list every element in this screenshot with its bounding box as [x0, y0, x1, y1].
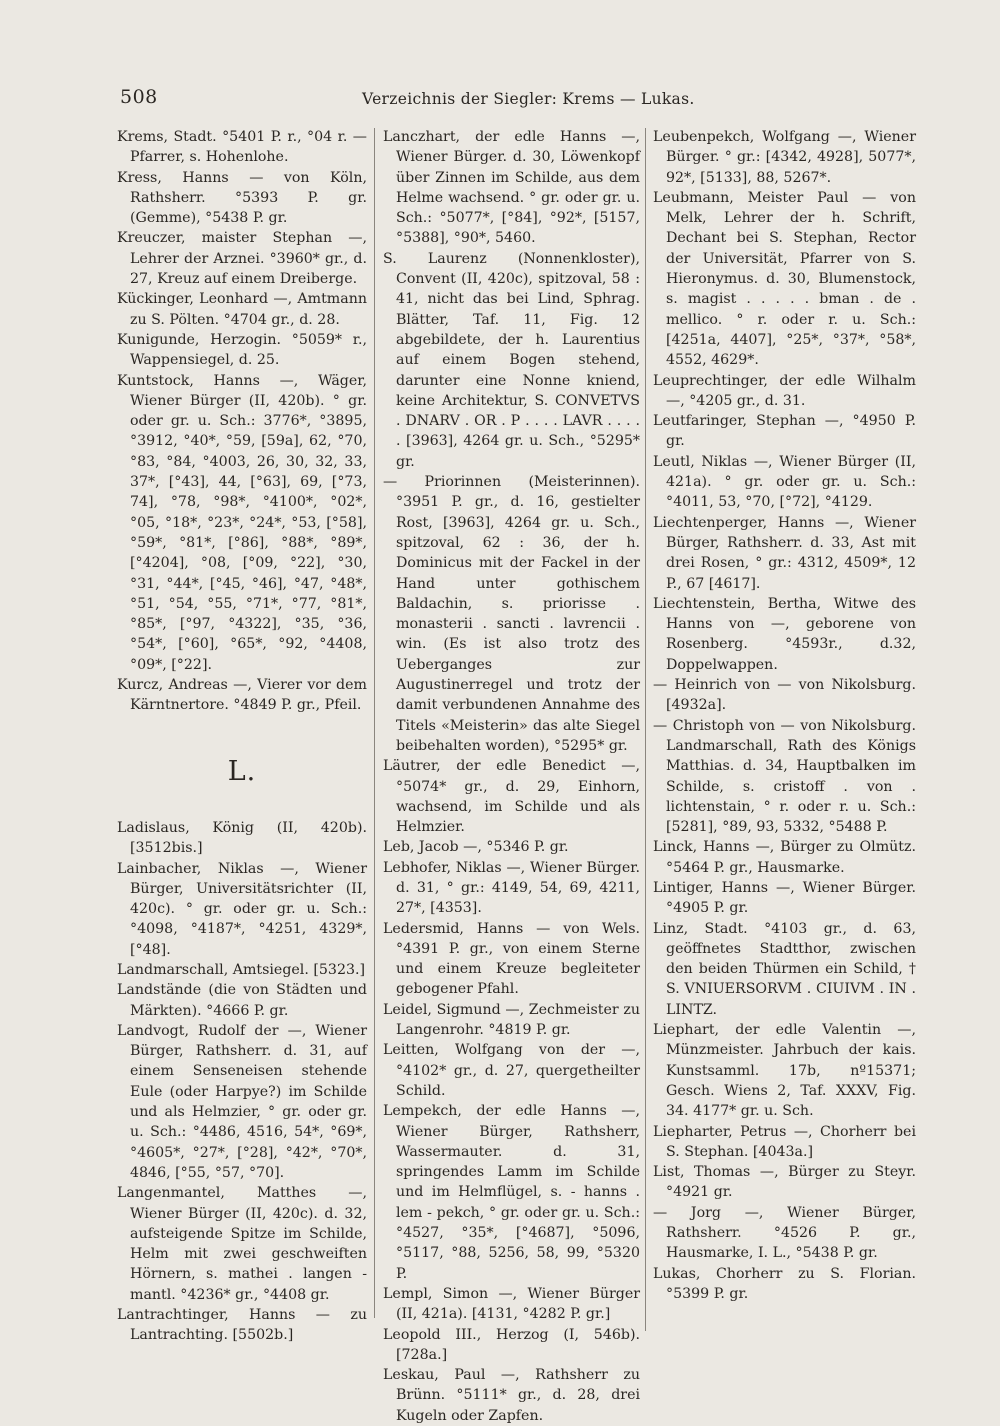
index-entry: Ledersmid, Hanns — von Wels. °4391 P. gr., von einem Sterne und einem Kreuze begleiteter gebogener Pfahl.	[383, 920, 640, 998]
index-entry: S. Laurenz (Nonnenkloster), Convent (II, 420c), spitzoval, 58 : 41, nicht das bei Lind, Sphrag. Blätter, Taf. 11, Fig. 12 abgebildete, der h. Laurentius auf einem Bogen stehend, darunter eine Nonne kniend, keine Architektur, S. CONVETVS . DNARV . OR . P . . . . LAVR . . . . . [3963], 4264 gr. u. Sch., °5295* gr.	[383, 250, 640, 470]
index-entry: Leopold III., Herzog (I, 546b). [728a.]	[383, 1326, 640, 1363]
column-right	[653, 127, 916, 1304]
index-entry: Ladislaus, König (II, 420b). [3512bis.]	[117, 819, 367, 857]
index-entry: List, Thomas —, Bürger zu Steyr. °4921 gr.	[653, 1164, 916, 1201]
index-entry: Krems, Stadt. °5401 P. r., °04 r. — Pfarrer, s. Hohenlohe.	[117, 129, 367, 166]
running-head: Verzeichnis der Siegler: Krems — Lukas.	[362, 90, 695, 108]
index-entry: Kückinger, Leonhard —, Amtmann zu S. Pölten. °4704 gr., d. 28.	[117, 291, 367, 328]
index-entry: Leubenpekch, Wolfgang —, Wiener Bürger. ° gr.: [4342, 4928], 5077*, 92*, [5133], 88, 5267*.	[653, 129, 916, 186]
index-entry: Liephart, der edle Valentin —, Münzmeister. Jahrbuch der kais. Kunstsamml. 17b, nº15371; Gesch. Wiens 2, Taf. XXXV, Fig. 34. 4177* gr. u. Sch.	[653, 1022, 916, 1120]
column-middle	[383, 127, 640, 1426]
index-entry: Landstände (die von Städten und Märkten). °4666 P. gr.	[117, 982, 367, 1019]
index-entry: Lempekch, der edle Hanns —, Wiener Bürger, Rathsherr, Wassermauter. d. 31, springendes Lamm im Schilde und im Helmflügel, s. - hanns . lem - pekch, ° gr. oder gr. u. Sch.: °4527, °35*, [°4687], °5096, °5117, °88, 5256, 58, 99, °5320 P.	[383, 1103, 640, 1282]
index-entry: — Heinrich von — von Nikolsburg. [4932a].	[653, 677, 916, 714]
index-entry: Lukas, Chorherr zu S. Florian. °5399 P. gr.	[653, 1265, 916, 1302]
index-entry: Leskau, Paul —, Rathsherr zu Brünn. °5111* gr., d. 28, drei Kugeln oder Zapfen.	[383, 1367, 640, 1424]
column-divider-2	[645, 128, 646, 1331]
index-entry: Langenmantel, Matthes —, Wiener Bürger (II, 420c). d. 32, aufsteigende Spitze im Schilde, Helm mit zwei geschweiften Hörnern, s. mathei . langen - mantl. °4236* gr., °4408 gr.	[117, 1185, 367, 1303]
index-entry: Kreuczer, maister Stephan —, Lehrer der Arznei. °3960* gr., d. 27, Kreuz auf einem Dreiberge.	[117, 230, 367, 288]
index-entry: Kurcz, Andreas —, Vierer vor dem Kärntnertore. °4849 P. gr., Pfeil.	[117, 677, 367, 714]
index-entry: Liechtenstein, Bertha, Witwe des Hanns von —, geborene von Rosenberg. °4593r., d.32, Doppelwappen.	[653, 595, 916, 673]
index-entry: Kuntstock, Hanns —, Wäger, Wiener Bürger (II, 420b). ° gr. oder gr. u. Sch.: 3776*, °3895, °3912, °40*, °59, [59a], 62, °70, °83, °84, °4003, 26, 30, 32, 33, 37*, [°43], 44, [°63], 69, [°73, 74], °78, °98*, °4100*, °02*, °05, °18*, °23*, °24*, °53, [°58], °59*, °81*, [°86], °88*, °89*, [°4204], °08, [°09, °22], °30, °31, °44*, [°45, °46], °47, °48*, °51, °54, °55, °71*, °77, °81*, °85*, [°97, °4322], °35, °36, °54*, [°60], °65*, °92, °4408, °09*, [°22].	[117, 372, 367, 673]
index-entry: Liepharter, Petrus —, Chorherr bei S. Stephan. [4043a.]	[653, 1123, 916, 1160]
index-entry: Leuprechtinger, der edle Wilhalm —, °4205 gr., d. 31.	[653, 372, 916, 409]
index-entry: Leutl, Niklas —, Wiener Bürger (II, 421a). ° gr. oder gr. u. Sch.: °4011, 53, °70, [°72], °4129.	[653, 453, 916, 511]
index-entry: — Priorinnen (Meisterinnen). °3951 P. gr., d. 16, gestielter Rost, [3963], 4264 gr. u. Sch., spitzoval, 62 : 36, der h. Dominicus mit der Fackel in der Hand unter gothischem Baldachin, s. priorisse . monasterii . sancti . lavrencii . win. (Es ist also trotz des Ueberganges zur Augustinerregel und trotz der damit verbundenen Annahme des Titels «Meisterin» das alte Siegel beibehalten worden), °5295* gr.	[383, 474, 640, 754]
index-entry: — Christoph von — von Nikolsburg. Landmarschall, Rath des Königs Matthias. d. 34, Hauptbalken im Schilde, s. cristoff . von . lichtenstain, ° r. oder r. u. Sch.: [5281], °89, 93, 5332, °5488 P.	[653, 717, 916, 836]
index-entry: Lempl, Simon —, Wiener Bürger (II, 421a). [4131, °4282 P. gr.]	[383, 1285, 640, 1323]
index-entry: Lebhofer, Niklas —, Wiener Bürger. d. 31, ° gr.: 4149, 54, 69, 4211, 27*, [4353].	[383, 859, 640, 917]
index-entry: Leubmann, Meister Paul — von Melk, Lehrer der h. Schrift, Dechant bei S. Stephan, Rector der Universität, Pfarrer von S. Hieronymus. d. 30, Blumenstock, s. magist . . . . . bman . de . mellico. ° r. oder r. u. Sch.: [4251a, 4407], °25*, °37*, °58*, 4552, 4629*.	[653, 189, 916, 369]
index-entry: Lanczhart, der edle Hanns —, Wiener Bürger. d. 30, Löwenkopf über Zinnen im Schilde, aus dem Helme wachsend. ° gr. oder gr. u. Sch.: °5077*, [°84], °92*, [5157, °5388], °90*, 5460.	[383, 129, 640, 247]
page-number: 508	[120, 86, 158, 108]
index-entry: Leitten, Wolfgang von der —, °4102* gr., d. 27, quergetheilter Schild.	[383, 1042, 640, 1099]
index-entry: Linck, Hanns —, Bürger zu Olmütz. °5464 P. gr., Hausmarke.	[653, 839, 916, 876]
index-entry: Läutrer, der edle Benedict —, °5074* gr., d. 29, Einhorn, wachsend, im Schilde und als Helmzier.	[383, 758, 640, 836]
column-divider-1	[374, 128, 375, 1318]
index-entry: Lainbacher, Niklas —, Wiener Bürger, Universitätsrichter (II, 420c). ° gr. oder gr. u. Sch.: °4098, °4187*, °4251, 4329*, [°48].	[117, 860, 367, 958]
index-entry: Liechtenperger, Hanns —, Wiener Bürger, Rathsherr. d. 33, Ast mit drei Rosen, ° gr.: 4312, 4509*, 12 P., 67 [4617].	[653, 514, 916, 592]
index-entry: Linz, Stadt. °4103 gr., d. 63, geöffnetes Stadtthor, zwischen den beiden Thürmen ein Schild, † S. VNIUERSORVM . CIUIVM . IN . LINTZ.	[653, 920, 916, 1018]
index-entry: Landmarschall, Amtsiegel. [5323.]	[117, 961, 366, 978]
index-entry: Kunigunde, Herzogin. °5059* r., Wappensiegel, d. 25.	[117, 331, 367, 369]
index-entry: Lantrachtinger, Hanns — zu Lantrachting. [5502b.]	[117, 1307, 367, 1344]
index-entry: Kress, Hanns — von Köln, Rathsherr. °5393 P. gr. (Gemme), °5438 P. gr.	[117, 169, 367, 227]
index-entry: Leutfaringer, Stephan —, °4950 P. gr.	[653, 413, 916, 450]
index-entry: Landvogt, Rudolf der —, Wiener Bürger, Rathsherr. d. 31, auf einem Senseneisen stehende Eule (oder Harpye?) im Schilde und als Helmzier, ° gr. oder gr. u. Sch.: °4486, 4516, 54*, °69*, °4605*, °27*, [°28], °42*, °70*, 4846, [°55, °57, °70].	[117, 1022, 367, 1181]
section-letter: L.	[227, 755, 257, 787]
index-entry: Lintiger, Hanns —, Wiener Bürger. °4905 P. gr.	[653, 879, 916, 917]
index-entry: — Jorg —, Wiener Bürger, Rathsherr. °4526 P. gr., Hausmarke, I. L., °5438 P. gr.	[653, 1204, 916, 1262]
index-entry: Leidel, Sigmund —, Zechmeister zu Langenrohr. °4819 P. gr.	[383, 1001, 640, 1039]
column-left	[117, 127, 367, 1346]
index-entry: Leb, Jacob —, °5346 P. gr.	[383, 839, 569, 856]
